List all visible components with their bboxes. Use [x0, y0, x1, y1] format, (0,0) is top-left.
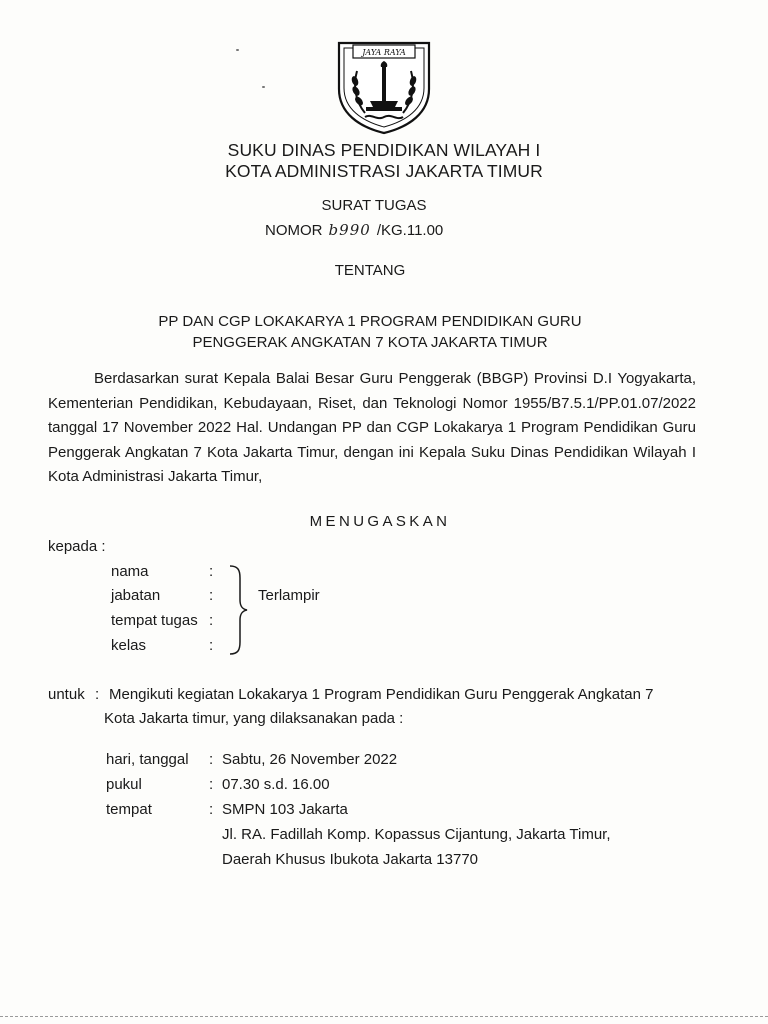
- schedule-place-label: tempat: [106, 801, 152, 818]
- institution-name: SUKU DINAS PENDIDIKAN WILAYAH I: [227, 140, 541, 160]
- field-name-colon: :: [209, 563, 214, 580]
- field-workplace-label: tempat tugas: [111, 612, 198, 629]
- number-suffix: /KG.11.00: [376, 222, 444, 239]
- schedule-time-label: pukul: [106, 776, 142, 793]
- subject-line-2: PENGGERAK ANGKATAN 7 KOTA JAKARTA TIMUR: [192, 334, 548, 351]
- right-brace-icon: [226, 564, 256, 656]
- field-workplace-colon: :: [209, 612, 214, 629]
- purpose-line-2: Kota Jakarta timur, yang dilaksanakan pada :: [104, 710, 404, 727]
- schedule-day-value: Sabtu, 26 November 2022: [222, 751, 398, 768]
- handwritten-number: b990: [328, 221, 371, 239]
- number-prefix: NOMOR: [265, 222, 323, 239]
- scan-speck: [236, 49, 239, 51]
- institution-city: KOTA ADMINISTRASI JAKARTA TIMUR: [225, 161, 543, 181]
- recipient-value: Terlampir: [258, 587, 320, 604]
- field-class-label: kelas: [111, 637, 147, 654]
- field-position-colon: :: [209, 587, 214, 604]
- schedule-place-colon: :: [209, 801, 214, 818]
- schedule-time-colon: :: [209, 776, 214, 793]
- letter-number: [265, 221, 443, 239]
- address-line-2: Daerah Khusus Ibukota Jakarta 13770: [222, 851, 479, 868]
- page-bottom-divider: [0, 1016, 768, 1017]
- jakarta-emblem-icon: [335, 41, 433, 135]
- body-paragraph-text: Berdasarkan surat Kepala Balai Besar Guru Penggerak (BBGP) Provinsi D.I Yogyakarta, Kementerian Pendidikan, Kebudayaan, Riset, dan Teknologi Nomor 1955/B7.5.1/PP.01.07/2022 tanggal 17 November 2022 Hal. Undangan PP dan CGP Lokakarya 1 Program Pendidikan Guru Penggerak Angkatan 7 Kota Jakarta Timur, dengan ini Kepala Suku Dinas Pendidikan Wilayah I Kota Administrasi Jakarta Timur,: [48, 370, 696, 485]
- scan-speck: [262, 86, 265, 88]
- schedule-time-value: 07.30 s.d. 16.00: [222, 776, 330, 793]
- purpose-label: untuk: [48, 686, 85, 703]
- schedule-place-value: SMPN 103 Jakarta: [222, 801, 348, 818]
- body-paragraph: [48, 367, 696, 490]
- recipient-label: kepada :: [48, 538, 106, 555]
- field-name-label: nama: [111, 563, 149, 580]
- purpose-line-1: Mengikuti kegiatan Lokakarya 1 Program Pendidikan Guru Penggerak Angkatan 7: [109, 686, 654, 703]
- subject-line-1: PP DAN CGP LOKAKARYA 1 PROGRAM PENDIDIKAN GURU: [158, 313, 582, 330]
- field-class-colon: :: [209, 637, 214, 654]
- address-line-1: Jl. RA. Fadillah Komp. Kopassus Cijantung, Jakarta Timur,: [222, 826, 611, 843]
- assign-heading: MENUGASKAN: [309, 513, 451, 530]
- about-label: TENTANG: [334, 262, 406, 279]
- letter-title: SURAT TUGAS: [321, 197, 427, 214]
- schedule-day-colon: :: [209, 751, 214, 768]
- schedule-day-label: hari, tanggal: [106, 751, 189, 768]
- logo-motto: JAYA RAYA: [362, 48, 406, 57]
- purpose-colon: :: [95, 686, 100, 703]
- field-position-label: jabatan: [111, 587, 161, 604]
